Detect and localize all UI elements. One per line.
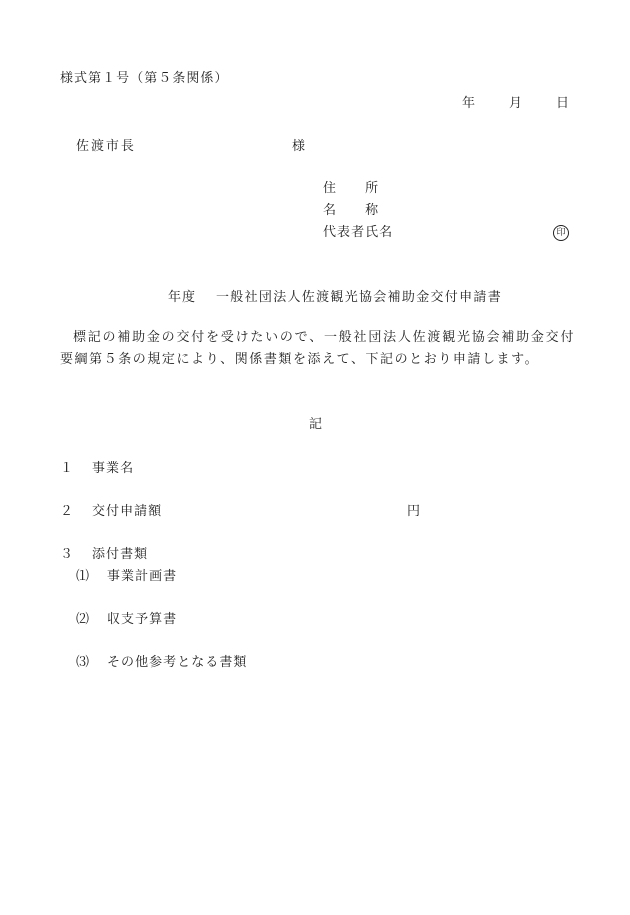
item-3-label: 添付書類: [92, 547, 149, 562]
body-text-content: 標記の補助金の交付を受けたいので、一般社団法人佐渡観光協会補助金交付要綱第５条の規定により、関係書類を添えて、下記のとおり申請します。: [60, 330, 575, 367]
item-2-number: ２: [60, 504, 75, 519]
document-title: 一般社団法人佐渡観光協会補助金交付申請書: [216, 290, 503, 305]
applicant-name-label: 名 称: [323, 203, 380, 218]
applicant-address-label: 住 所: [323, 181, 380, 196]
addressee-honorific: 様: [292, 139, 307, 154]
attachment-3-number: ⑶: [76, 655, 91, 670]
body-text: [60, 327, 575, 371]
date-year: 年: [462, 96, 477, 111]
item-1-number: １: [60, 461, 75, 476]
applicant-representative-label: 代表者氏名: [323, 225, 394, 240]
attachment-1-number: ⑴: [76, 569, 91, 584]
attachment-2-label: 収支予算書: [107, 612, 178, 627]
item-2-unit: 円: [407, 504, 422, 519]
attachment-3-label: その他参考となる書類: [107, 655, 248, 670]
date-day: 日: [556, 96, 571, 111]
title-fiscal-year: 年度: [168, 290, 197, 305]
date-month: 月: [509, 96, 524, 111]
ki-heading: 記: [309, 417, 324, 432]
form-number: 様式第１号（第５条関係）: [60, 71, 229, 86]
attachment-1-label: 事業計画書: [107, 569, 178, 584]
addressee-name: 佐渡市長: [76, 139, 136, 154]
item-1-label: 事業名: [92, 461, 135, 476]
seal-mark: 印: [553, 225, 569, 241]
attachment-2-number: ⑵: [76, 612, 91, 627]
item-3-number: ３: [60, 547, 75, 562]
item-2-label: 交付申請額: [92, 504, 163, 519]
